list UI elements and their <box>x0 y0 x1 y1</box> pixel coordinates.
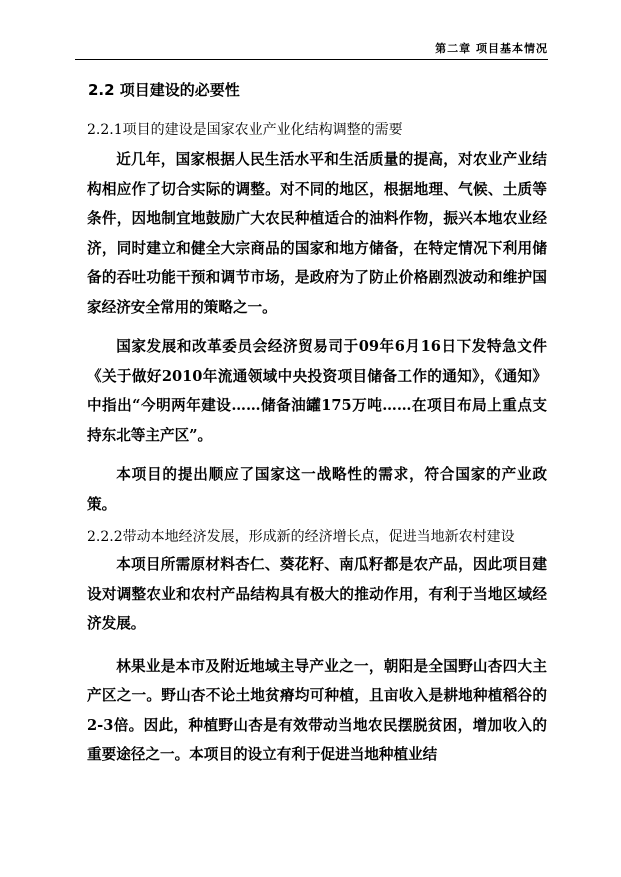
paragraph: 林果业是本市及附近地域主导产业之一，朝阳是全国野山杏四大主产区之一。野山杏不论土地贫瘠均可种植，且亩收入是耕地种植稻谷的2-3倍。因此，种植野山杏是有效带动当地农民摆脱贫困，增加收入的重要途径之一。本项目的设立有利于促进当地种植业结 <box>87 657 547 763</box>
paragraph: 近几年，国家根据人民生活水平和生活质量的提高，对农业产业结构相应作了切合实际的调整。对不同的地区，根据地理、气候、土质等条件，因地制宜地鼓励广大农民种植适合的油料作物，振兴本地农业经济，同时建立和健全大宗商品的国家和地方储备，在特定情况下利用储备的吞吐功能干预和调节市场，是政府为了防止价格剧烈波动和维护国家经济安全常用的策略之一。 <box>87 151 547 316</box>
running-header: 第二章 项目基本情况 <box>435 42 548 55</box>
section-title: 2.2 项目建设的必要性 <box>88 81 240 99</box>
body-content <box>87 116 547 770</box>
paragraph: 本项目的提出顺应了国家这一战略性的需求，符合国家的产业政策。 <box>87 466 547 513</box>
paragraph: 本项目所需原材料杏仁、葵花籽、南瓜籽都是农产品，因此项目建设对调整农业和农村产品结构具有极大的推动作用，有利于当地区域经济发展。 <box>87 556 547 632</box>
paragraph: 国家发展和改革委员会经济贸易司于09年6月16日下发特急文件《关于做好2010年流通领域中央投资项目储备工作的通知》，《通知》中指出“今明两年建设……储备油罐175万吨……在项目布局上重点支持东北等主产区”。 <box>87 338 547 444</box>
header-rule <box>75 59 548 60</box>
subsection-heading-2-2-1: 2.2.1项目的建设是国家农业产业化结构调整的需要 <box>87 122 403 138</box>
subsection-heading-2-2-2: 2.2.2带动本地经济发展，形成新的经济增长点，促进当地新农村建设 <box>87 529 515 545</box>
